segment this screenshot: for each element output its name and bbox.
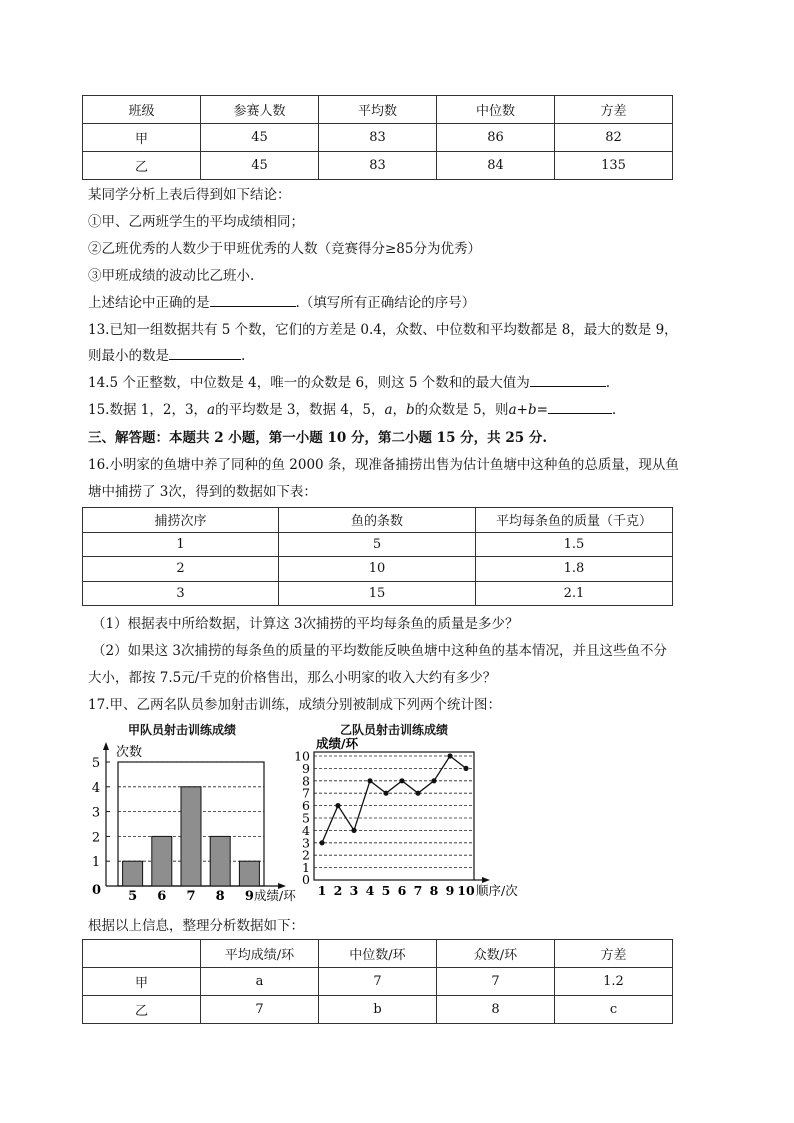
series-line: [322, 756, 466, 843]
y-tick-label: 2: [302, 847, 310, 863]
q15-part2: 的平均数是 3，数据 4，5，: [215, 402, 385, 418]
question-16-line2: 塘中捕捞了 3次，得到的数据如下表：: [88, 484, 317, 500]
table-row: [83, 968, 673, 996]
x-tick-label: 5: [381, 883, 391, 898]
table-row: [83, 557, 673, 582]
bar: [152, 836, 172, 886]
y-tick-label: 2: [91, 830, 101, 846]
q12-prompt: 上述结论中正确的是: [88, 295, 210, 311]
conclusion-intro: 某同学分析上表后得到如下结论：: [88, 187, 291, 203]
data-point: [447, 753, 452, 758]
class-score-table: [82, 95, 673, 180]
q15-expr-a: a: [508, 402, 517, 418]
y-axis-label: 次数: [116, 745, 143, 760]
conclusion-1: ①甲、乙两班学生的平均成绩相同；: [88, 214, 304, 230]
table-cell: 8: [437, 996, 555, 1024]
q14-prompt: 14.5 个正整数，中位数是 4，唯一的众数是 6，则这 5 个数和的最大值为: [88, 375, 530, 391]
data-point: [319, 840, 324, 845]
table-cell: a: [201, 968, 319, 996]
table-cell: 班级: [83, 96, 201, 124]
data-point: [351, 828, 356, 833]
question-14-line: [88, 371, 610, 391]
table-cell: 10: [279, 557, 476, 582]
x-tick-label: 7: [186, 889, 196, 904]
table-cell: 1.5: [476, 532, 673, 557]
origin-label: 0: [92, 883, 102, 898]
y-tick-label: 3: [302, 835, 310, 851]
table-cell: 83: [319, 124, 437, 152]
table-cell: 135: [555, 152, 673, 180]
x-tick-label: 6: [157, 889, 167, 904]
q15-comma: ，: [392, 402, 407, 418]
x-tick-label: 9: [244, 889, 254, 904]
q12-answer-blank[interactable]: [210, 292, 296, 307]
table-cell: 83: [319, 152, 437, 180]
y-tick-label: 8: [302, 773, 310, 789]
table-cell: [83, 940, 201, 968]
data-point: [383, 791, 388, 796]
table-cell: 1: [83, 532, 279, 557]
table-cell: 1.2: [555, 968, 673, 996]
table-row: [83, 152, 673, 180]
table-cell: 平均成绩/环: [201, 940, 319, 968]
q15-equals: =: [536, 402, 548, 418]
question-17-summary-intro: 根据以上信息，整理分析数据如下：: [88, 918, 304, 934]
origin-label: 0: [302, 872, 310, 887]
x-tick-label: 9: [445, 883, 455, 898]
table-row: [83, 532, 673, 557]
x-tick-label: 1: [317, 883, 327, 898]
x-tick-label: 10: [457, 883, 475, 898]
table-cell: 中位数/环: [319, 940, 437, 968]
table-cell: 参赛人数: [201, 96, 319, 124]
table-row: [83, 996, 673, 1024]
table-cell: 45: [201, 124, 319, 152]
q15-var-a2: a: [384, 402, 393, 418]
x-tick-label: 2: [333, 883, 343, 898]
table-header-row: [83, 940, 673, 968]
question-17-line: 17.甲、乙两名队员参加射击训练，成绩分别被制成下列两个统计图：: [88, 697, 501, 713]
q15-part3: 的众数是 5，则: [414, 402, 509, 418]
section-3-heading: 三、解答题：本题共 2 小题，第一小题 10 分，第二小题 15 分，共 25 分.: [88, 430, 548, 446]
table-cell: 45: [201, 152, 319, 180]
table-cell: 乙: [83, 996, 201, 1024]
x-tick-label: 5: [128, 889, 138, 904]
q15-var-b: b: [406, 402, 415, 418]
table-cell: 平均每条鱼的质量（千克）: [476, 508, 673, 533]
table-cell: 乙: [83, 152, 201, 180]
bar: [239, 861, 259, 886]
x-axis-label: 顺序/次: [476, 883, 518, 898]
q12-suffix: .（填写所有正确结论的序号）: [295, 295, 476, 311]
table-cell: 84: [437, 152, 555, 180]
q13-answer-blank[interactable]: [169, 345, 241, 360]
table-cell: 7: [319, 968, 437, 996]
data-point: [463, 766, 468, 771]
bar: [123, 861, 143, 886]
table-cell: 甲: [83, 124, 201, 152]
question-12-line: [88, 291, 475, 311]
table-cell: 15: [279, 581, 476, 606]
table-row: [83, 124, 673, 152]
table-cell: 捕捞次序: [83, 508, 279, 533]
y-tick-label: 4: [91, 780, 101, 796]
question-15-line: [88, 398, 616, 418]
question-13-line2: [88, 344, 245, 364]
table-row: [83, 581, 673, 606]
question-16-line1: 16.小明家的鱼塘中养了同种的鱼 2000 条，现准备捕捞出售为估计鱼塘中这种鱼的总质量，现从鱼: [88, 457, 679, 473]
table-cell: 1.8: [476, 557, 673, 582]
table-cell: 7: [201, 996, 319, 1024]
y-tick-label: 6: [302, 798, 310, 814]
fish-catch-table: [82, 507, 673, 606]
bar: [181, 787, 201, 886]
y-tick-label: 1: [302, 860, 310, 876]
bar: [210, 836, 230, 886]
data-point: [335, 803, 340, 808]
question-16-part2-line2: 大小，都按 7.5元/千克的价格售出，那么小明家的收入大约有多少？: [88, 670, 497, 686]
table-cell: 82: [555, 124, 673, 152]
x-axis-label: 成绩/环: [254, 888, 296, 903]
q15-answer-blank[interactable]: [548, 399, 612, 414]
table-cell: 2: [83, 557, 279, 582]
table-cell: 中位数: [437, 96, 555, 124]
jia-bar-chart: [90, 740, 296, 904]
table-cell: 2.1: [476, 581, 673, 606]
x-tick-label: 7: [413, 883, 423, 898]
question-16-part1: （1）根据表中所给数据，计算这 3次捕捞的平均每条鱼的质量是多少？: [92, 616, 519, 632]
q15-plus: +: [516, 402, 528, 418]
data-point: [415, 791, 420, 796]
table-cell: 86: [437, 124, 555, 152]
conclusion-2: ②乙班优秀的人数少于甲班优秀的人数（竞赛得分≥85分为优秀）: [88, 241, 481, 257]
q15-part1: 15.数据 1，2，3，: [88, 402, 208, 418]
q15-period: .: [611, 402, 617, 418]
table-cell: 5: [279, 532, 476, 557]
table-cell: 方差: [555, 96, 673, 124]
data-point: [367, 778, 372, 783]
x-tick-label: 6: [397, 883, 407, 898]
y-tick-label: 5: [91, 756, 101, 771]
y-tick-label: 4: [302, 822, 310, 838]
y-tick-label: 3: [91, 805, 101, 821]
x-tick-label: 8: [215, 889, 225, 904]
q13-period: .: [241, 348, 246, 364]
q15-var-a: a: [207, 402, 216, 418]
y-tick-label: 1: [91, 855, 101, 871]
table-cell: 平均数: [319, 96, 437, 124]
q15-expr-b: b: [527, 402, 537, 418]
q13-prompt: 则最小的数是: [88, 348, 169, 364]
x-tick-label: 4: [365, 883, 375, 898]
q14-period: .: [605, 375, 611, 391]
table-cell: b: [319, 996, 437, 1024]
x-tick-label: 3: [349, 883, 359, 898]
plot-frame: [314, 752, 474, 880]
table-cell: 3: [83, 581, 279, 606]
x-tick-label: 8: [429, 883, 439, 898]
q14-answer-blank[interactable]: [530, 372, 606, 387]
chart-jia-title: 甲队员射击训练成绩: [128, 723, 237, 737]
y-axis-arrow: [103, 742, 109, 750]
table-cell: 鱼的条数: [279, 508, 476, 533]
table-cell: 甲: [83, 968, 201, 996]
question-13-line1: 13.已知一组数据共有 5 个数，它们的方差是 0.4，众数、中位数和平均数都是 8，最大的数是 9，: [88, 322, 678, 338]
chart-yi-title: 乙队员射击训练成绩: [340, 723, 449, 737]
y-tick-label: 10: [294, 748, 310, 764]
table-cell: c: [555, 996, 673, 1024]
shooting-stats-table: [82, 939, 673, 1024]
table-cell: 众数/环: [437, 940, 555, 968]
conclusion-3: ③甲班成绩的波动比乙班小.: [88, 268, 255, 284]
data-point: [431, 778, 436, 783]
y-tick-label: 9: [302, 760, 310, 776]
table-cell: 方差: [555, 940, 673, 968]
table-header-row: [83, 508, 673, 533]
yi-line-chart: [290, 736, 530, 902]
table-cell: 7: [437, 968, 555, 996]
table-header-row: [83, 96, 673, 124]
y-axis-label: 成绩/环: [316, 736, 359, 751]
question-16-part2-line1: （2）如果这 3次捕捞的每条鱼的质量的平均数能反映鱼塘中这种鱼的基本情况，并且这些鱼不分: [92, 643, 667, 659]
data-point: [399, 778, 404, 783]
y-tick-label: 5: [302, 810, 310, 826]
y-tick-label: 7: [302, 785, 310, 801]
